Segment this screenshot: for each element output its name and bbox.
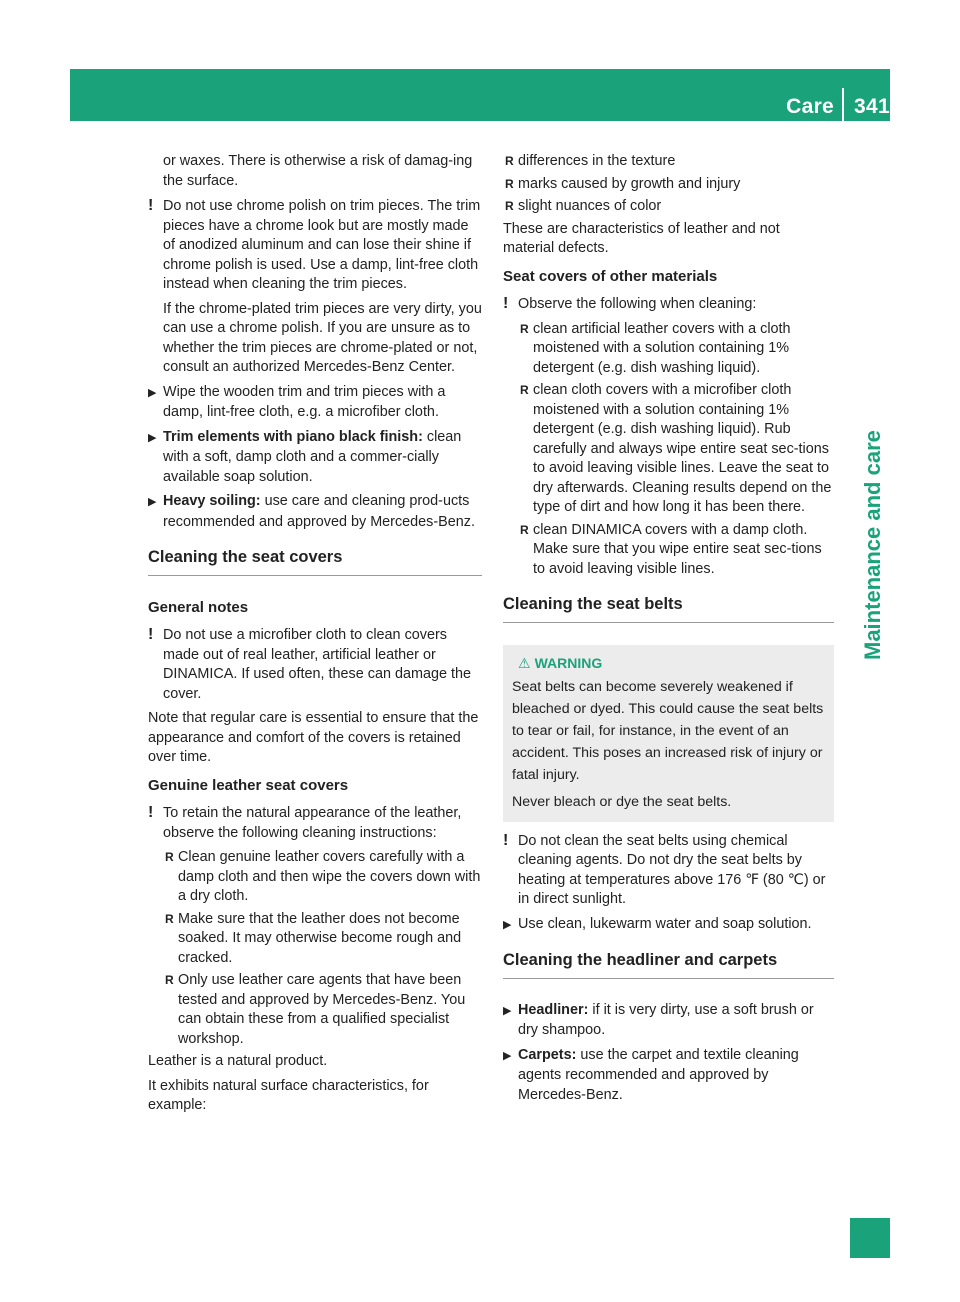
step: ▶ Headliner: if it is very dirty, use a soft brush or dry shampoo. [503,1001,814,1038]
left-column [148,152,482,1121]
list-item: R Make sure that the leather does not become soaked. It may otherwise become rough and cracked. [165,910,462,966]
notice: ! Observe the following when cleaning: [503,295,757,312]
bullet-icon: R [165,911,174,926]
subsection-heading: Seat covers of other materials [503,267,718,285]
list-item: R slight nuances of color [503,197,834,217]
bullet-icon: R [505,199,514,213]
step: ▶ Use clean, lukewarm water and soap solution. [503,915,834,936]
notice-icon: ! [148,197,154,214]
list-item: R marks caused by growth and injury [503,175,834,195]
side-marker [850,1218,890,1258]
warning-box [503,645,834,822]
arrow-icon: ▶ [148,386,157,399]
bullet-icon: R [520,321,529,336]
arrow-icon: ▶ [503,1049,512,1062]
step: ▶ Heavy soiling: use care and cleaning prod-ucts recommended and approved by Mercedes-Benz. [148,493,475,530]
bullet-icon: R [505,176,514,191]
notice-icon: ! [503,295,509,312]
section-title: Care [786,95,835,118]
bullet-icon: R [520,383,529,397]
header-bar [70,69,890,121]
bullet-icon: R [505,154,514,168]
section-heading: Cleaning the seat covers [148,548,482,576]
subsection-heading: Genuine leather seat covers [148,776,349,794]
page-header [786,88,890,122]
notice-icon: ! [503,831,509,849]
list-item: R clean DINAMICA covers with a damp cloth. Make sure that you wipe entire seat sec-tions to avoid leaving visible lines. [520,521,822,577]
notice-icon: ! [148,804,154,821]
side-tab [854,430,890,660]
paragraph: Leather is a natural product. [148,1053,328,1069]
step: ▶ Trim elements with piano black finish: clean with a soft, damp cloth and a commer-cially available soap solution. [148,428,462,485]
step: ▶ Wipe the wooden trim and trim pieces with a damp, lint-free cloth, e.g. a microfiber cloth. [148,383,446,420]
warning-text: Seat belts can become severely weakened if bleached or dyed. This could cause the seat belts to tear or fail, for instance, in the event of an accident. This poses an increased risk of injury or fatal injury. [512,678,824,783]
notice-icon: ! [148,626,154,643]
arrow-icon: ▶ [503,918,512,931]
step: ▶ Carpets: use the carpet and textile cleaning agents recommended and approved by Mercedes-Benz. [503,1046,799,1103]
paragraph: If the chrome-plated trim pieces are very dirty, you can use a chrome polish. If you are unsure as to whether the trim pieces are chrome-plated or not, consult an authorized Mercedes-Benz Center. [163,300,482,375]
arrow-icon: ▶ [148,496,157,508]
bullet-icon: R [165,850,174,864]
section-heading: Cleaning the seat belts [503,595,834,623]
page-number: 341 [854,95,890,118]
bullet-icon: R [165,973,174,987]
notice: ! Do not use chrome polish on trim pieces. The trim pieces have a chrome look but are mostly made of anodized aluminum and can lose their shine if chrome polish is used. Use a damp, lint-free cloth instead when cleaning the trim pieces. [148,197,481,292]
arrow-icon: ▶ [503,1004,512,1017]
paragraph: or waxes. There is otherwise a risk of damag-ing the surface. [163,153,473,189]
notice: ! Do not use a microfiber cloth to clean covers made out of real leather, artificial leather or DINAMICA. If used often, these can damage the cover. [148,626,471,702]
bullet-icon: R [520,522,529,537]
warning-text: Never bleach or dye the seat belts. [512,793,732,810]
notice: ! Do not clean the seat belts using chemical cleaning agents. Do not dry the seat belts by heating at temperatures above 176 ℉ (80 ℃) or in direct sunlight. [503,831,826,907]
warning-icon: ⚠ [518,654,531,671]
notice: ! To retain the natural appearance of the leather, observe the following cleaning instructions: [148,804,462,841]
list-item: R clean artificial leather covers with a cloth moistened with a solution containing 1% detergent (e.g. dish washing liquid). [520,320,791,376]
section-heading: Cleaning the headliner and carpets [503,951,834,979]
list-item: R clean cloth covers with a microfiber cloth moistened with a solution containing 1% detergent (e.g. dish washing liquid). Rub carefully and always wipe entire seat sec-tions to avoid leaving visible lines. Leave the seat to dry afterwards. Cleaning results depend on the type of dirt and how long it has been there. [520,382,832,515]
paragraph: These are characteristics of leather and not material defects. [503,220,780,256]
list-item: R differences in the texture [503,152,834,172]
paragraph: It exhibits natural surface characteristics, for example: [148,1077,429,1113]
warning-header: ⚠ WARNING [512,652,825,674]
side-tab-label: Maintenance and care [860,430,885,660]
arrow-icon: ▶ [148,431,157,444]
paragraph: Note that regular care is essential to ensure that the appearance and comfort of the covers is retained over time. [148,710,479,765]
header-divider [842,88,844,122]
list-item: R Only use leather care agents that have been tested and approved by Mercedes-Benz. You can obtain these from a qualified specialist workshop. [165,972,466,1047]
subsection-heading: General notes [148,598,249,616]
right-column [503,152,834,1110]
list-item: R Clean genuine leather covers carefully with a damp cloth and then wipe the covers down with a dry cloth. [165,849,481,904]
